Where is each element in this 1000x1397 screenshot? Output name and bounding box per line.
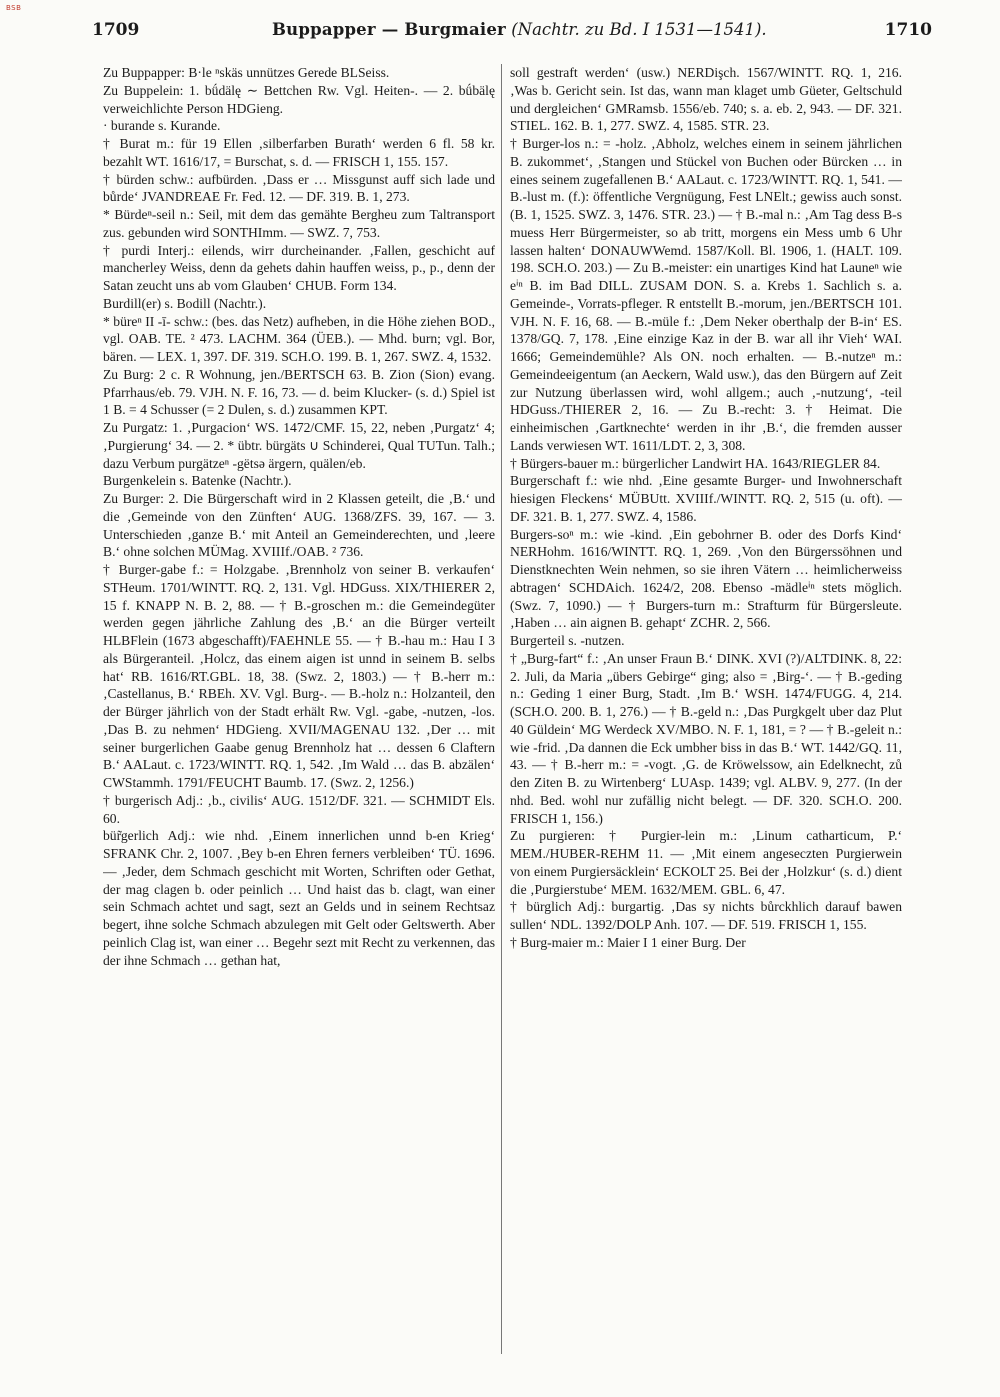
- dictionary-entry: Zu Burg: 2 c. R Wohnung, jen./BERTSCH 63. B. Zion (Sion) evang. Pfarrhaus/eb. 79. VJH. N. F. 16, 73. — d. beim Klucker- (s. d.) Spiel ist 1 B. = 4 Schusser (= 2 Dulen, s. d.) zusammen KPT.: [103, 366, 495, 418]
- dictionary-entry: † Burger-gabe f.: = Holzgabe. ‚Brennholz von seiner B. verkaufen‘ STHeum. 1701/WINTT. RQ. 2, 131. Vgl. HDGuss. XIX/THIERER 2, 15 f. KNAPP N. B. 2, 88. — † B.-groschen m.: die Gemeindegüter werden gegen jährliche Zahlung des ‚B.‘ an die Bürger verteilt HLBFlein (1673 abgeschafft)/FAEHNLE 55. — † B.-hau m.: Hau I 3 als Bürgeranteil. ‚Holcz, das einem aigen ist unnd in seinem B. selbs hat‘ RB. 1616/RT.GBL. 18, 38. (Swz. 2, 1803.) — † B.-herr m.: ‚Castellanus, B.‘ RBEh. XV. Vgl. Burg-. — B.-holz n.: Holzanteil, den der Bürger jährlich von der Stadt erhält Rw. Vgl. -gabe, -nutzen, -los. ‚Das B. zu nehmen‘ HDGieng. XVII/MAGENAU 132. ‚Der … mit seiner burgerlichen Gaabe genug Brennholz hat … dessen 6 Claftern B.‘ AALaut. c. 1723/WINTT. RQ. 1, 542. ‚Im Wald … das B. abzälen‘ CWStammh. 1791/FEUCHT Baumb. 17. (Swz. 2, 1256.): [103, 562, 495, 790]
- dictionary-entry: † Bürgers-bauer m.: bürgerlicher Landwirt HA. 1643/RIEGLER 84.: [510, 455, 881, 471]
- dictionary-entry: Burgenkelein s. Batenke (Nachtr.).: [103, 473, 292, 489]
- dictionary-entry: Zu purgieren: † Purgier-lein m.: ‚Linum catharticum, P.‘ MEM./HUBER-REHM 11. — ‚Mit einem angeseczten Purgierwein von einem Purgiersäcklein‘ ECKOLT 25. Bei der ‚Holzkur‘ (s. d.) dient die ‚Purgierstube‘ MEM. 1632/MEM. GBL. 6, 47.: [510, 828, 902, 897]
- right-column: [510, 64, 902, 1374]
- dictionary-entry: Burgerschaft f.: wie nhd. ‚Eine gesamte Burger- und Inwohnerschaft hiesigen Fleckens‘ MÜBUtt. XVIIIf./WINTT. RQ. 2, 515 (u. oft). — DF. 321. B. 1, 277. SWZ. 4, 1586.: [510, 473, 902, 524]
- dictionary-entry: Zu Buppelein: 1. bǘdälę ∼ Bettchen Rw. Vgl. Heiten-. — 2. bǘbälę verweichlichte Person HDGieng.: [103, 82, 495, 116]
- dictionary-entry: † bürglich Adj.: burgartig. ‚Das sy nichts bůrckhlich darauf bawen sullen‘ NDL. 1392/DOLP Anh. 107. — DF. 519. FRISCH 1, 155.: [510, 899, 902, 932]
- dictionary-entry: Zu Buppapper: B·le ⁿskäs unnützes Gerede BLSeiss.: [103, 65, 390, 80]
- dictionary-entry: * bürеⁿ II -ī- schw.: (bes. das Netz) aufheben, in die Höhe ziehen BOD., vgl. OAB. TE. ² 473. LACHM. 364 (ÜEB.). — Mhd. burn; vgl. Bor, bären. — LEX. 1, 397. DF. 319. SCH.O. 199. B. 1, 267. SWZ. 4, 1532.: [103, 313, 495, 364]
- left-column: [103, 64, 495, 1374]
- dictionary-entry: bür̃gerlich Adj.: wie nhd. ‚Einem innerlichen unnd b-en Krieg‘ SFRANK Chr. 2, 1007. ‚Bey b-en Ehren ferners verbleiben‘ TÜ. 1696. — ‚Jeder, dem Schmach geschicht mit Worten, Schriften oder Gethat, der mag clagen b. oder peinlich … Und haist das b. clagt, wan einer sein Schmach achtet und sagt, sezt an Gelds und in seinem Rechtsaz begert, ihne solche Schmach abzulegen mit Gelt oder Geltswerth. Aber peinlich Clag ist, wan einer … Begehr sezt mit Recht zu verkennen, das der ihne Schmach … gethan hat,: [103, 828, 495, 968]
- dictionary-entry: Zu Burger: 2. Die Bürgerschaft wird in 2 Klassen geteilt, die ‚B.‘ und die ‚Gemeinde von den Zünften‘ AUG. 1368/ZFS. 39, 167. — 3. Unterschieden ‚ganze B.‘ mit Anteil an Gemeinderechten, und ‚leere B.‘ ohne solchen MÜMag. XVIIIf./OAB. ² 736.: [103, 491, 495, 560]
- dictionary-entry: Burgers-soⁿ m.: wie -kind. ‚Ein gebohrner B. oder des Dorfs Kind‘ NERHohm. 1616/WINTT. RQ. 1, 269. ‚Von den Bürgerssöhnen und Dienstknechten Wein nehmen, so sie ihren Vätern … heimlicherweiss abtragen‘ SCHDAich. 1624/2, 208. Ebenso -mädleⁱⁿ stets möglich. (Swz. 7, 1090.) — † Burgers-turn m.: Strafturm für Bürgersleute. ‚Haben … ain aignen B. gehapt‘ ZCHR. 2, 566.: [510, 526, 902, 631]
- dictionary-entry: † „Burg-fart“ f.: ‚An unser Fraun B.‘ DINK. XVI (?)/ALTDINK. 8, 22: 2. Juli, da Maria „übers Gebirge“ ging; also = ‚Birg-‘. — † B.-geding n.: Geding 1 einer Burg, Stadt. ‚Im B.‘ WSH. 1474/FUGG. 4, 214. (SCH.O. 200. B. 1, 276.) — † B.-geld n.: ‚Das Purgkgelt uber daz Plut 40 Güldein‘ MG Werdeck XV/MBO. N. F. 1, 181, = ? — † B.-geleit n.: wie -frid. ‚Da dannen die Eck umbher biss in das B.‘ WT. 1442/GQ. 11, 43. — † B.-herr m.: = -vogt. ‚G. de Kröwelssow, ain Edelknecht, zů den Ziten B. zu Wirtenberg‘ LUAsp. 1439; vgl. ALBV. 9, 277. (In der nhd. Bed. wohl nur zufällig nicht belegt. — DF. 320. SCH.O. 200. FRISCH 1, 156.): [510, 650, 902, 826]
- dictionary-entry: * Bürdeⁿ-seil n.: Seil, mit dem das gemähte Bergheu zum Taltransport zus. gebunden wird SONTHImm. — SWZ. 7, 753.: [103, 207, 495, 240]
- dictionary-entry: Zu Purgatz: 1. ‚Purgacion‘ WS. 1472/CMF. 15, 22, neben ‚Purgatz‘ 4; ‚Purgierung‘ 34. — 2. * übtr. bürgäts ∪ Schinderei, Qual TUTun. Talh.; dazu Verbum purgätzeⁿ -gëtsə ärgern, quälen/eb.: [103, 420, 495, 471]
- dictionary-entry: Burdill(er) s. Bodill (Nachtr.).: [103, 295, 267, 311]
- dictionary-entry: soll gestraft werden‘ (usw.) NERDişch. 1567/WINTT. RQ. 1, 216. ‚Was b. Gericht sein. Ist das, wann man klaget umb Güeter, Geltschuld und dergleichen‘ GMRamsb. 1556/eb. 740; s. a. eb. 2, 943. — DF. 321. STIEL. 162. B. 1, 277. SWZ. 4, 1585. STR. 23.: [510, 65, 902, 134]
- page-number-left: 1709: [92, 20, 140, 40]
- dictionary-entry: † burgerisch Adj.: ‚b., civilis‘ AUG. 1512/DF. 321. — SCHMIDT Els. 60.: [103, 792, 495, 826]
- library-watermark: BSB: [6, 4, 22, 12]
- dictionary-entry: Burgerteil s. -nutzen.: [510, 633, 625, 648]
- column-divider: [501, 64, 502, 1354]
- dictionary-entry: † Burat m.: für 19 Ellen ‚silberfarben Burath‘ werden 6 fl. 58 kr. bezahlt WT. 1616/17, = Burschat, s. d. — FRISCH 1, 155. 157.: [103, 136, 495, 169]
- dictionary-entry: † purdi Interj.: eilends, wirr durcheinander. ‚Fallen, geschicht auf mancherley Weiss, denn da gehets dahin hauffen weiss, p., p., denn der Satan zeucht uns ab vom Glauben‘ CHUB. Form 134.: [103, 242, 495, 293]
- running-title-note: (Nachtr. zu Bd. I 1531—1541).: [511, 20, 767, 39]
- page-number-right: 1710: [884, 20, 932, 40]
- running-title: [272, 20, 767, 39]
- dictionary-entry: † Burg-maier m.: Maier I 1 einer Burg. Der: [510, 934, 746, 950]
- dictionary-entry: † Burger-los n.: = -holz. ‚Abholz, welches einem in seinem jährlichen B. zukommet‘, ‚Stangen und Stückel von Buchen oder Bürcken … in eines seinem zugefallenen B.‘ AALaut. c. 1723/WINTT. RQ. 1, 541. — B.-lust m. (f.): öffentliche Vergnügung, Fest LNElt.; gewiss auch sonst. (B. 1, 1525. SWZ. 3, 1476. STR. 23.) — † B.-mal n.: ‚Am Tag dess B-s muess Herr Bürgermeister, so ab tritt, morgens ein Mess umb 6 Uhr lassen halten‘ DONAUWWemd. 1587/Koll. Bl. 1906, 1. (HALT. 109. 198. SCH.O. 203.) — Zu B.-meister: ein unartiges Kind hat Launeⁿ wie eⁱⁿ B. im Bad DILL. ZUSAM DON. S. a. Krebs 1. Sachlich s. a. Gemeinde-, Vorrats-pfleger. R entstellt B.-morum, jen./BERTSCH 101. VJH. N. F. 16, 68. — B.-müle f.: ‚Dem Neker oberthalp der B-in‘ ES. 1378/GQ. 7, 178. ‚Eine einzige Kaz in der B. war all ihr Vieh‘ WAI. 1666; Gemeindemühle? Als ON. noch erhalten. — B.-nutzeⁿ m.: Gemeindeeigentum (an Aeckern, Wald usw.), das den Bürgern auf Zeit zur Nutzung überlassen wird, wohl allgem.; auch ‚-nutzung‘, -teil HDGuss./THIERER 2, 16. — Zu B.-recht: 3. † Heimat. Die einheimischen ‚Gartknechte‘ werden in ihr ‚B.‘, die fremden ausser Lands verwiesen WT. 1611/LDT. 2, 3, 308.: [510, 136, 902, 453]
- page-header: [92, 20, 932, 44]
- dictionary-entry: · burande s. Kurande.: [103, 118, 221, 134]
- dictionary-entry: † bürden schw.: aufbürden. ‚Dass er … Missgunst auff sich lade und bůrde‘ JVANDREAE Fr. Fed. 12. — DF. 319. B. 1, 273.: [103, 171, 495, 205]
- running-title-main: Buppapper — Burgmaier: [272, 20, 506, 39]
